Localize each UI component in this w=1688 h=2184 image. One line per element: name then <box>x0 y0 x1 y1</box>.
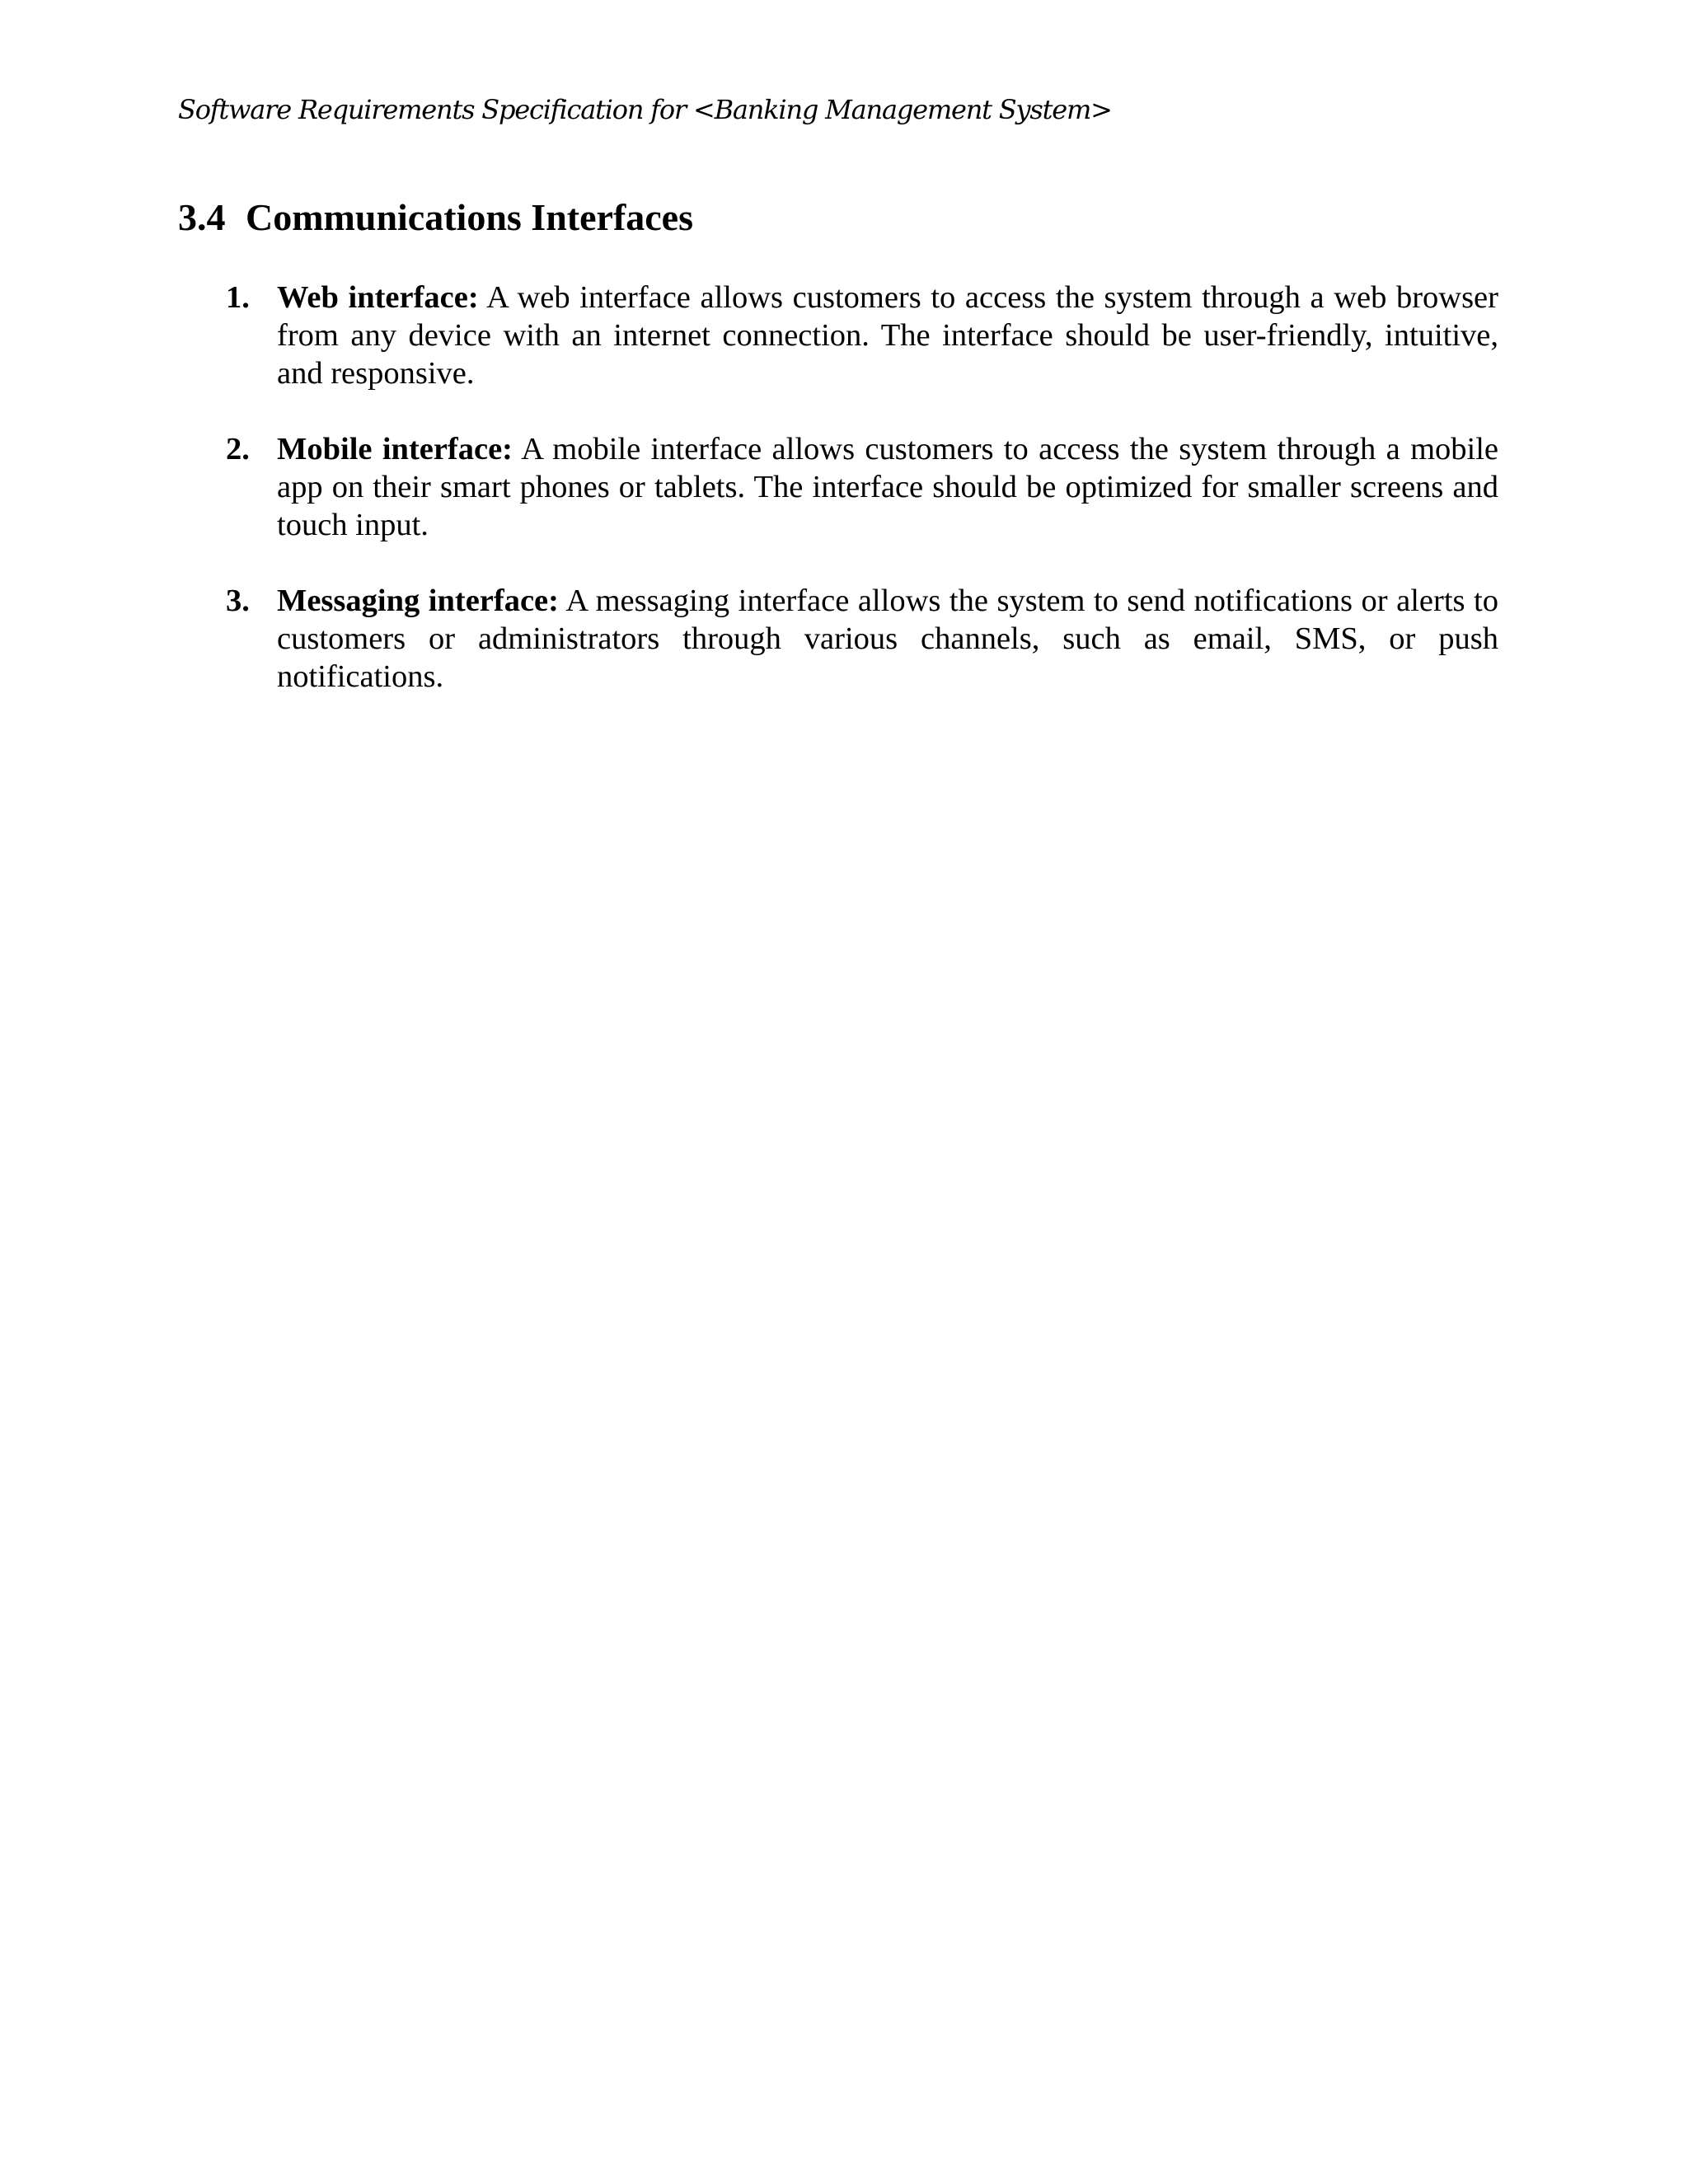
item-term: Web interface: <box>277 280 479 315</box>
section-number: 3.4 <box>178 196 226 238</box>
item-number: 3. <box>226 583 250 618</box>
item-number: 2. <box>226 432 250 466</box>
running-header: Software Requirements Specification for <Banking Management System> <box>178 94 1112 125</box>
item-term: Mobile interface: <box>277 432 513 466</box>
item-term: Messaging interface: <box>277 583 559 618</box>
item-text: A mobile interface allows customers to access the system through a mobile app on their smart phones or tablets. The interface should be optimized for smaller screens and touch input. <box>277 432 1498 542</box>
section-heading <box>178 194 693 240</box>
item-text: A web interface allows customers to access the system through a web browser from any device with an internet connection. The interface should be user-friendly, intuitive, and responsive. <box>277 280 1498 391</box>
list-item-messaging-interface <box>226 582 1498 696</box>
section-title: Communications Interfaces <box>246 196 693 238</box>
list-item-web-interface <box>226 279 1498 392</box>
interface-list <box>226 279 1498 733</box>
list-item-mobile-interface <box>226 430 1498 544</box>
item-text: A messaging interface allows the system to send notifications or alerts to customers or administrators through various channels, such as email, SMS, or push notifications. <box>277 583 1498 694</box>
item-number: 1. <box>226 280 250 315</box>
